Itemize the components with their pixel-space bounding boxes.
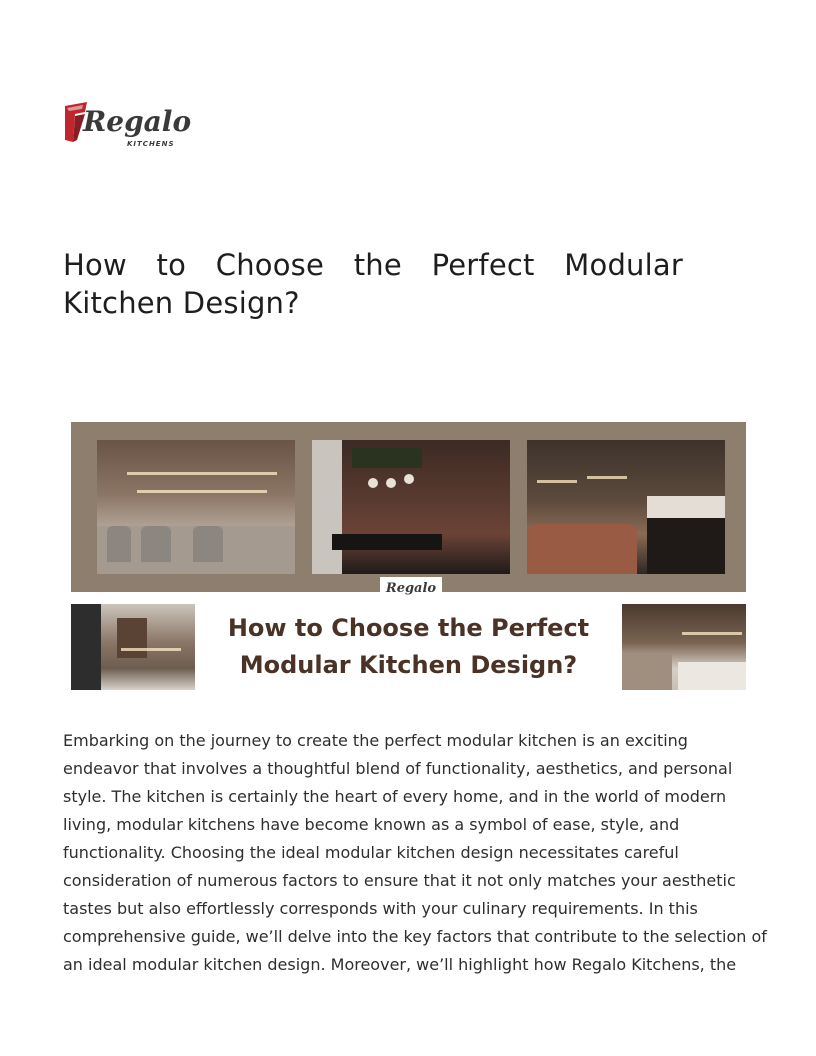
banner-logo: [380, 577, 442, 605]
paragraph-line: an ideal modular kitchen design. Moreover, we’ll highlight how Regalo Kitchens, the: [63, 955, 737, 974]
banner-heading-line-2: Modular Kitchen Design?: [239, 651, 578, 679]
featured-banner-image: [71, 422, 746, 690]
banner-heading: [199, 610, 618, 684]
paragraph-line: tastes but also effortlessly corresponds with your culinary requirements. In this: [63, 899, 698, 918]
paragraph-line: living, modular kitchens have become known as a symbol of ease, style, and: [63, 815, 680, 834]
kitchen-photo-2: [312, 440, 510, 574]
kitchen-photo-5: [622, 604, 746, 690]
kitchen-photo-1: [97, 440, 295, 574]
title-line-1: How to Choose the Perfect Modular: [63, 248, 683, 282]
paragraph-line: functionality. Choosing the ideal modular kitchen design necessitates careful: [63, 843, 679, 862]
logo-subtitle: KITCHENS: [127, 140, 175, 148]
regalo-logo[interactable]: [63, 100, 192, 154]
title-line-2: Kitchen Design?: [63, 286, 300, 320]
paragraph-line: Embarking on the journey to create the perfect modular kitchen is an exciting: [63, 731, 688, 750]
kitchen-photo-4: [71, 604, 195, 690]
paragraph-line: style. The kitchen is certainly the heart of every home, and in the world of modern: [63, 787, 727, 806]
banner-heading-line-1: How to Choose the Perfect: [227, 614, 590, 642]
paragraph-line: endeavor that involves a thoughtful blend of functionality, aesthetics, and personal: [63, 759, 733, 778]
paragraph-line: consideration of numerous factors to ensure that it not only matches your aesthetic: [63, 871, 736, 890]
banner-logo-text: Regalo: [385, 581, 437, 596]
kitchen-photo-3: [527, 440, 725, 574]
logo-wordmark: Regalo: [83, 105, 192, 138]
intro-paragraph: [63, 727, 785, 979]
article-title: [63, 246, 683, 322]
paragraph-line: comprehensive guide, we’ll delve into the key factors that contribute to the selection of: [63, 927, 767, 946]
